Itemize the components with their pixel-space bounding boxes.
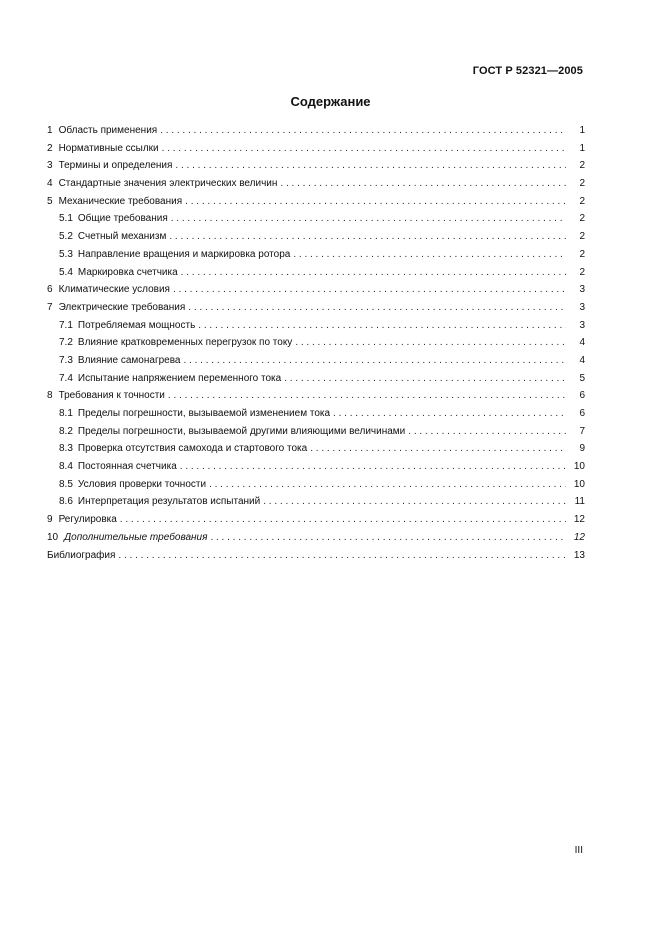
toc-leader-dots bbox=[188, 299, 566, 317]
toc-entry-label: Потребляемая мощность bbox=[77, 319, 196, 331]
toc-entry-number: 8.5 bbox=[59, 478, 73, 490]
toc-entry-number: 7.3 bbox=[59, 354, 73, 366]
toc-entry[interactable] bbox=[47, 511, 585, 529]
toc-entry-label: Электрические требования bbox=[58, 301, 186, 313]
toc-entry[interactable] bbox=[47, 352, 585, 370]
toc-leader-dots bbox=[162, 140, 566, 158]
toc-entry-page: 10 bbox=[573, 461, 585, 473]
toc-leader-dots bbox=[408, 423, 566, 441]
toc-leader-dots bbox=[183, 352, 566, 370]
toc-leader-dots bbox=[284, 370, 566, 388]
toc-entry-page: 12 bbox=[573, 531, 585, 543]
toc-entry-label: Счетный механизм bbox=[77, 231, 167, 243]
toc-leader-dots bbox=[310, 440, 566, 458]
toc-entry-number: 6 bbox=[47, 284, 53, 296]
toc-entry-page: 4 bbox=[579, 354, 585, 366]
toc-entry-label: Механические требования bbox=[58, 195, 183, 207]
toc-leader-dots bbox=[295, 334, 566, 352]
toc-entry-number: 5.3 bbox=[59, 248, 73, 260]
page-title: Содержание bbox=[290, 94, 371, 109]
toc-entry[interactable] bbox=[47, 493, 585, 511]
toc-entry[interactable] bbox=[47, 529, 585, 547]
toc-entry-page: 5 bbox=[579, 372, 585, 384]
toc-leader-dots bbox=[180, 458, 566, 476]
toc-entry-page: 2 bbox=[579, 178, 585, 190]
toc-entry[interactable] bbox=[47, 299, 585, 317]
toc-entry[interactable] bbox=[47, 157, 585, 175]
toc-leader-dots bbox=[210, 529, 566, 547]
toc-entry-number: 1 bbox=[47, 125, 53, 136]
toc-entry-page: 2 bbox=[579, 195, 585, 207]
toc-entry[interactable] bbox=[47, 246, 585, 264]
toc-entry-page: 3 bbox=[579, 319, 585, 331]
toc-entry-number: 5.2 bbox=[59, 231, 73, 243]
toc-entry-page: 2 bbox=[579, 213, 585, 225]
page-number: III bbox=[574, 845, 583, 856]
toc-entry-label: Дополнительные требования bbox=[64, 531, 208, 543]
toc-entry[interactable] bbox=[47, 423, 585, 441]
toc-entry[interactable] bbox=[47, 140, 585, 158]
toc-entry-label: Стандартные значения электрических величин bbox=[58, 178, 278, 190]
standard-id: ГОСТ Р 52321—2005 bbox=[472, 65, 583, 77]
toc-entry-page: 1 bbox=[579, 125, 585, 136]
toc-entry-label: Нормативные ссылки bbox=[58, 142, 159, 154]
toc-entry-number: 8.6 bbox=[59, 496, 73, 508]
toc-leader-dots bbox=[160, 122, 566, 140]
toc-entry-label: Общие требования bbox=[77, 213, 168, 225]
toc-entry[interactable] bbox=[47, 458, 585, 476]
toc-entry-page: 1 bbox=[579, 142, 585, 154]
toc-entry-number: 10 bbox=[47, 531, 59, 543]
toc-entry-number: 7.1 bbox=[59, 319, 73, 331]
toc-entry-page: 9 bbox=[579, 443, 585, 455]
toc-entry-number: 4 bbox=[47, 178, 53, 190]
table-of-contents bbox=[47, 122, 585, 564]
toc-entry-label: Требования к точности bbox=[58, 390, 165, 402]
toc-leader-dots bbox=[118, 547, 566, 565]
toc-entry-page: 6 bbox=[579, 390, 585, 402]
toc-entry-number: 5.4 bbox=[59, 266, 73, 278]
toc-entry-label: Постоянная счетчика bbox=[77, 461, 177, 473]
toc-entry-label: Условия проверки точности bbox=[77, 478, 207, 490]
toc-entry-label: Область применения bbox=[58, 125, 158, 136]
toc-entry[interactable] bbox=[47, 210, 585, 228]
toc-entry-number: 2 bbox=[47, 142, 53, 154]
toc-entry-page: 2 bbox=[579, 266, 585, 278]
toc-entry-number: 5 bbox=[47, 195, 53, 207]
toc-entry-number: 7 bbox=[47, 301, 53, 313]
toc-entry-number: 9 bbox=[47, 514, 53, 526]
toc-leader-dots bbox=[168, 387, 566, 405]
toc-entry-page: 3 bbox=[579, 284, 585, 296]
toc-entry-number: 5.1 bbox=[59, 213, 73, 225]
toc-entry[interactable] bbox=[47, 228, 585, 246]
toc-entry-label: Маркировка счетчика bbox=[77, 266, 178, 278]
toc-leader-dots bbox=[120, 511, 566, 529]
toc-entry-page: 2 bbox=[579, 160, 585, 172]
toc-leader-dots bbox=[175, 157, 566, 175]
toc-entry-label: Интерпретация результатов испытаний bbox=[77, 496, 261, 508]
toc-entry-label: Влияние самонагрева bbox=[77, 354, 181, 366]
toc-entry[interactable] bbox=[47, 387, 585, 405]
toc-leader-dots bbox=[333, 405, 566, 423]
toc-leader-dots bbox=[169, 228, 566, 246]
toc-entry-page: 12 bbox=[573, 514, 585, 526]
toc-leader-dots bbox=[185, 193, 566, 211]
toc-entry-label: Регулировка bbox=[58, 514, 117, 526]
toc-entry[interactable] bbox=[47, 405, 585, 423]
toc-entry-page: 11 bbox=[574, 496, 585, 508]
toc-entry[interactable] bbox=[47, 334, 585, 352]
toc-entry-number: 8.2 bbox=[59, 425, 73, 437]
toc-entry-label: Библиография bbox=[47, 549, 116, 561]
toc-leader-dots bbox=[181, 264, 566, 282]
toc-entry[interactable] bbox=[47, 264, 585, 282]
toc-entry[interactable] bbox=[47, 547, 585, 565]
toc-entry[interactable] bbox=[47, 440, 585, 458]
toc-entry-number: 8.4 bbox=[59, 461, 73, 473]
toc-entry-page: 4 bbox=[579, 337, 585, 349]
toc-entry-label: Влияние кратковременных перегрузок по току bbox=[77, 337, 293, 349]
toc-entry-label: Термины и определения bbox=[58, 160, 173, 172]
toc-entry-number: 8 bbox=[47, 390, 53, 402]
toc-entry[interactable] bbox=[47, 370, 585, 388]
toc-entry-page: 6 bbox=[579, 408, 585, 419]
toc-entry-label: Испытание напряжением переменного тока bbox=[77, 372, 282, 384]
toc-entry[interactable] bbox=[47, 317, 585, 335]
toc-entry[interactable] bbox=[47, 281, 585, 299]
toc-entry[interactable] bbox=[47, 476, 585, 494]
toc-entry-label: Пределы погрешности, вызываемой изменением тока bbox=[77, 408, 331, 419]
toc-entry[interactable] bbox=[47, 193, 585, 211]
toc-entry-page: 13 bbox=[573, 549, 585, 561]
toc-entry-page: 2 bbox=[579, 231, 585, 243]
toc-leader-dots bbox=[263, 493, 566, 511]
toc-leader-dots bbox=[173, 281, 566, 299]
toc-leader-dots bbox=[209, 476, 566, 494]
toc-entry-number: 8.1 bbox=[59, 408, 73, 419]
toc-entry-page: 7 bbox=[579, 425, 585, 437]
toc-leader-dots bbox=[293, 246, 566, 264]
toc-entry-label: Климатические условия bbox=[58, 284, 170, 296]
toc-entry[interactable] bbox=[47, 122, 585, 140]
toc-entry-page: 10 bbox=[573, 478, 585, 490]
toc-entry-label: Пределы погрешности, вызываемой другими влияющими величинами bbox=[77, 425, 406, 437]
toc-entry-number: 8.3 bbox=[59, 443, 73, 455]
toc-entry-number: 7.2 bbox=[59, 337, 73, 349]
toc-entry-number: 7.4 bbox=[59, 372, 73, 384]
toc-entry-page: 2 bbox=[579, 248, 585, 260]
toc-entry-number: 3 bbox=[47, 160, 53, 172]
toc-leader-dots bbox=[171, 210, 566, 228]
toc-entry-label: Проверка отсутствия самохода и стартового тока bbox=[77, 443, 308, 455]
toc-leader-dots bbox=[198, 317, 566, 335]
toc-entry-page: 3 bbox=[579, 301, 585, 313]
toc-leader-dots bbox=[280, 175, 566, 193]
toc-entry-label: Направление вращения и маркировка ротора bbox=[77, 248, 291, 260]
toc-entry[interactable] bbox=[47, 175, 585, 193]
